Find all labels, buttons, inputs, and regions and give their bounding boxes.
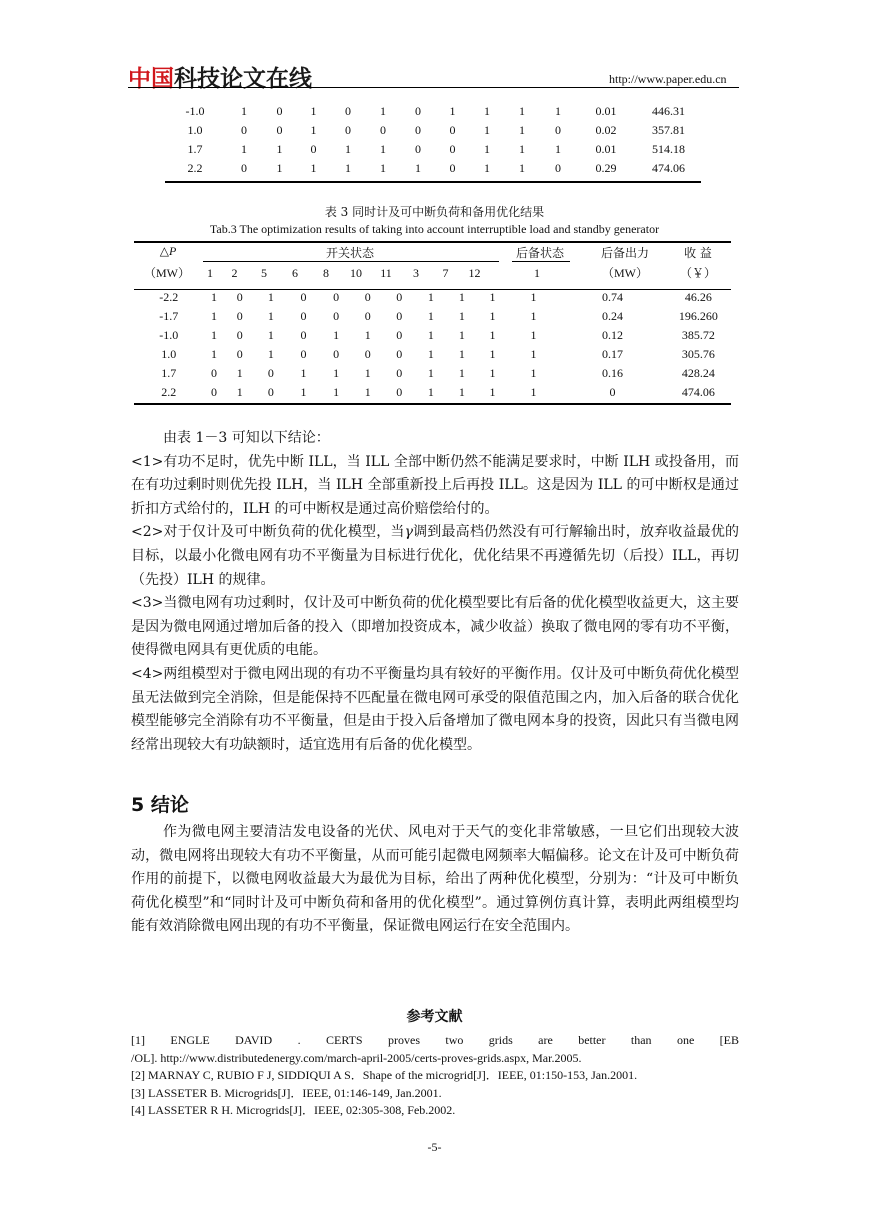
reference-3: [3] LASSETER B. Microgrids[J]．IEEE, 01:146-149, Jan.2001. <box>131 1085 442 1100</box>
table2-cell: 1 <box>519 142 525 156</box>
conclusion-1: <1>有功不足时，优先中断 ILL，当 ILL 全部中断仍然不能满足要求时，中断 ILH 或投备用，而在有功过剩时则优先投 ILH，当 ILH 全部重新投上后再投 ILL。这是因为 ILL 的可中断权是通过折扣方式给付的，ILH 的可中断权是通过高价赔偿给付的。 <box>131 453 739 517</box>
table3-cell: 0 <box>364 347 371 361</box>
references-list <box>131 1032 739 1120</box>
table3-head-dp-unit: （MW） <box>144 266 190 280</box>
table2-cell: 0 <box>241 123 247 137</box>
table2-cell: 1 <box>310 104 317 118</box>
table2-cell: 0 <box>449 123 456 137</box>
table3-cell: 1 <box>489 328 496 342</box>
conclusion-2: <2>对于仅计及可中断负荷的优化模型，当γ调到最高档仍然没有可行解输出时，放弃收益最优的目标，以最小化微电网有功不平衡量为目标进行优化，优化结果不再遵循先切（后投）ILL，再切（先投）ILH 的规律。 <box>131 524 740 588</box>
table2-cell: 0.01 <box>595 104 617 118</box>
table2-cell: 1 <box>415 161 421 175</box>
table3-cell: 0 <box>364 309 371 323</box>
table3-cell: 0 <box>396 328 403 342</box>
table3-cell: 1 <box>458 347 465 361</box>
table3-cell: -2.2 <box>159 290 179 304</box>
table3-cell: 1 <box>211 309 217 323</box>
references-heading: 参考文献 <box>406 1009 463 1025</box>
reference-1b: /OL]. http://www.distributedenergy.com/march-april-2005/certs-proves-grids.aspx, Mar.2005. <box>131 1050 582 1065</box>
table3-cell: 305.76 <box>681 347 715 361</box>
table2-cell: 1 <box>484 161 490 175</box>
table3-cell: 1 <box>530 366 537 380</box>
table3-cell: 1 <box>427 290 434 304</box>
table3-row <box>134 364 731 383</box>
table2-cell: 1 <box>555 104 561 118</box>
table3-cell: 0 <box>396 347 403 361</box>
header-rule <box>128 87 739 88</box>
table2-cell: 1 <box>519 123 525 137</box>
table2-cell: 1 <box>310 123 317 137</box>
table2-cell: 1 <box>310 161 317 175</box>
table3-cell: 1 <box>458 309 465 323</box>
table3-switch-col-header: 8 <box>323 266 329 280</box>
table2-cell: 1 <box>276 161 283 175</box>
table2-cell: 1 <box>345 161 351 175</box>
table3-cell: 0 <box>609 385 616 399</box>
table2-cell: 1 <box>241 104 247 118</box>
table3-cell: 1 <box>236 385 243 399</box>
reference-1a: [1] ENGLE DAVID . CERTS proves two grids are better than one [EB <box>131 1033 739 1047</box>
table3-cell: 0 <box>267 385 274 399</box>
table2-cell: 1 <box>380 142 386 156</box>
table3-cell: 196.260 <box>678 309 718 323</box>
table3-cell: 0 <box>364 290 371 304</box>
table3-cell: 0 <box>333 347 340 361</box>
table3-head-profit-unit: （￥） <box>679 266 716 280</box>
conclusion-4: <4>两组模型对于微电网出现的有功不平衡量均具有较好的平衡作用。仅计及可中断负荷优化模型虽无法做到完全消除，但是能保持不匹配量在微电网可承受的限值范围之内，加入后备的联合优化模型能够完全消除有功不平衡量，但是由于投入后备增加了微电网本身的投资，因此只有当微电网经常出现较大有功缺额时，适宜选用有后备的优化模型。 <box>131 665 739 753</box>
table2-cell: 0 <box>310 142 317 156</box>
table3-cell: 1 <box>489 385 496 399</box>
table2-tail <box>165 102 701 178</box>
table3-cell: 1 <box>211 328 217 342</box>
table3-row <box>134 288 731 307</box>
table2-cell: 0 <box>555 161 561 175</box>
section-title: 5 结论 <box>131 794 189 816</box>
table3-head-dp: △P <box>159 244 177 258</box>
table2-cell: 1 <box>380 161 386 175</box>
table3-backup-rule <box>512 261 570 262</box>
table2-cell: 0 <box>276 104 283 118</box>
table2-cell: 0 <box>415 123 421 137</box>
body-text <box>131 427 739 757</box>
table3-switch-rule <box>203 261 499 262</box>
table3-cell: 1 <box>364 385 371 399</box>
table3-head-backup-state: 后备状态 <box>515 246 564 260</box>
table3-head-backup-out: 后备出力 <box>600 246 649 260</box>
table3-row <box>134 345 731 364</box>
table3-row <box>134 326 731 345</box>
table2-cell: 0 <box>555 123 561 137</box>
table2-cell: 0 <box>449 161 456 175</box>
table3-cell: -1.7 <box>159 309 179 323</box>
table3-switch-col-header: 12 <box>468 266 481 280</box>
conclusion-3: <3>当微电网有功过剩时，仅计及可中断负荷的优化模型要比有后备的优化模型收益更大，这主要是因为微电网通过增加后备的投入（即增加投资成本，减少收益）换取了微电网的零有功不平衡，使得微电网具有更优质的电能。 <box>131 595 739 659</box>
table3-row <box>134 307 731 326</box>
header-url: http://www.paper.edu.cn <box>609 72 727 86</box>
table3-cell: 1 <box>489 347 496 361</box>
table2-cell: 1 <box>345 142 351 156</box>
table3-head-switch: 开关状态 <box>325 246 374 260</box>
table3-cell: 474.06 <box>681 385 715 399</box>
table3-switch-col-header: 2 <box>231 266 238 280</box>
table2-cell: 1 <box>555 142 561 156</box>
table3-cell: 1 <box>333 328 340 342</box>
table3-cell: 0 <box>396 385 403 399</box>
table3-cell: 0 <box>236 328 243 342</box>
table2-cell: 357.81 <box>652 123 685 137</box>
table2-cell: 2.2 <box>187 161 203 175</box>
table2-cell: 0.01 <box>595 142 617 156</box>
table2-cell: 1 <box>449 104 456 118</box>
table2-row <box>165 102 701 121</box>
table3-cell: 1.7 <box>161 366 177 380</box>
table3-cell: 1 <box>427 366 434 380</box>
table3-cell: 0 <box>396 309 403 323</box>
table2-cell: 0 <box>276 123 283 137</box>
table3-cell: 1 <box>458 328 465 342</box>
table3-cell: 0 <box>300 347 307 361</box>
table2-cell: 1 <box>484 104 490 118</box>
table3-cell: 1 <box>530 347 537 361</box>
table3-switch-col-header: 10 <box>350 266 362 280</box>
table2-bottom-rule <box>165 181 701 183</box>
table3-cell: 1 <box>530 309 537 323</box>
table3-cell: 46.26 <box>684 290 712 304</box>
table3-cell: 0 <box>267 366 274 380</box>
table2-cell: -1.0 <box>185 104 205 118</box>
table3-cell: 0.12 <box>601 328 623 342</box>
table3-caption-cn: 表 3 同时计及可中断负荷和备用优化结果 <box>324 205 545 219</box>
table2-row <box>165 121 701 140</box>
table3-cell: 1 <box>267 347 274 361</box>
reference-2: [2] MARNAY C, RUBIO F J, SIDDIQUI A S．Shape of the microgrid[J]．IEEE, 01:150-153, Jan.2001. <box>131 1068 638 1082</box>
table3-cell: 0 <box>396 366 403 380</box>
table3-cell: 1 <box>333 385 340 399</box>
table3-cell: 1 <box>427 347 434 361</box>
table3-cell: 1 <box>489 309 496 323</box>
table3-cell: 1 <box>267 309 274 323</box>
table2-cell: 1 <box>276 142 283 156</box>
table3-cell: 1 <box>427 309 434 323</box>
table3-cell: 1 <box>300 385 307 399</box>
table3-switch-col-header: 6 <box>292 266 298 280</box>
table3-bottom-rule <box>134 403 731 405</box>
table3-cell: 385.72 <box>681 328 715 342</box>
table3-cell: 0 <box>333 309 340 323</box>
table2-cell: 1.0 <box>187 123 203 137</box>
table3-cell: 1.0 <box>161 347 177 361</box>
table2-cell: 474.06 <box>652 161 685 175</box>
table3-cell: 0 <box>300 309 307 323</box>
table3-cell: -1.0 <box>159 328 179 342</box>
table3-cell: 428.24 <box>681 366 715 380</box>
table2-row <box>165 159 701 178</box>
table3-cell: 0.74 <box>601 290 623 304</box>
table3-cell: 1 <box>364 366 371 380</box>
table3-cell: 1 <box>458 385 465 399</box>
table2-cell: 1.7 <box>187 142 203 156</box>
table3-cell: 1 <box>458 290 465 304</box>
table2-cell: 0 <box>415 142 421 156</box>
table3-cell: 1 <box>427 385 434 399</box>
table3-cell: 0 <box>396 290 403 304</box>
table3-cell: 1 <box>211 290 217 304</box>
table3 <box>134 288 731 402</box>
table3-top-rule <box>134 241 731 243</box>
table3-cell: 1 <box>267 328 274 342</box>
table3-cell: 1 <box>427 328 434 342</box>
table3-cell: 1 <box>236 366 243 380</box>
site-logo: 中国科技论文在线 <box>128 66 312 92</box>
table2-cell: 1 <box>519 104 525 118</box>
table3-cell: 1 <box>211 347 217 361</box>
table3-head-profit: 收 益 <box>684 246 712 260</box>
table3-cell: 0.17 <box>601 347 623 361</box>
table2-cell: 0.02 <box>595 123 617 137</box>
table2-cell: 1 <box>484 142 490 156</box>
table3-cell: 0 <box>300 290 307 304</box>
table3-cell: 0.16 <box>601 366 623 380</box>
table3-switch-col-header: 11 <box>380 266 392 280</box>
table3-cell: 1 <box>489 290 496 304</box>
table3-cell: 1 <box>530 328 537 342</box>
table2-cell: 0 <box>449 142 456 156</box>
table2-cell: 1 <box>519 161 525 175</box>
table2-cell: 1 <box>241 142 247 156</box>
table3-cell: 1 <box>267 290 274 304</box>
table3-cell: 1 <box>300 366 307 380</box>
conclusion-paragraph: 作为微电网主要清洁发电设备的光伏、风电对于天气的变化非常敏感，一旦它们出现较大波动，微电网将出现较大有功不平衡量，从而可能引起微电网频率大幅偏移。论文在计及可中断负荷作用的前提下，以微电网收益最大为最优为目标，给出了两种优化模型，分别为：“计及可中断负荷优化模型”和“同时计及可中断负荷和备用的优化模型”。通过算例仿真计算，表明此两组模型均能有效消除微电网出现的有功不平衡量，保证微电网运行在安全范围内。 <box>131 824 739 935</box>
table3-head-backup-out-unit: （MW） <box>602 266 648 280</box>
table3-cell: 1 <box>489 366 496 380</box>
table3-cell: 0 <box>236 347 243 361</box>
table2-cell: 0.29 <box>595 161 617 175</box>
table3-cell: 1 <box>530 385 537 399</box>
table3-cell: 0 <box>300 328 307 342</box>
table3-cell: 0.24 <box>601 309 623 323</box>
table2-cell: 514.18 <box>652 142 685 156</box>
table3-cell: 0 <box>236 309 243 323</box>
table3-row <box>134 383 731 402</box>
table3-head-backup-col: 1 <box>534 266 540 280</box>
table3-cell: 1 <box>530 290 537 304</box>
table3-cell: 1 <box>458 366 465 380</box>
table3-cell: 0 <box>211 366 217 380</box>
table3-cell: 1 <box>333 366 340 380</box>
table3-cell: 0 <box>333 290 340 304</box>
table2-cell: 1 <box>380 104 386 118</box>
table3-cell: 0 <box>236 290 243 304</box>
table2-row <box>165 140 701 159</box>
body-intro: 由表 1－3 可知以下结论： <box>163 430 330 446</box>
table3-switch-col-header: 7 <box>442 266 449 280</box>
table3-caption-en: Tab.3 The optimization results of taking into account interruptible load and standby generator <box>209 222 660 236</box>
table2-cell: 446.31 <box>652 104 685 118</box>
table2-cell: 0 <box>241 161 247 175</box>
reference-4: [4] LASSETER R H. Microgrids[J]．IEEE, 02:305-308, Feb.2002. <box>131 1103 456 1117</box>
table3-cell: 1 <box>364 328 371 342</box>
table3-switch-col-header: 3 <box>413 266 419 280</box>
table2-cell: 0 <box>345 123 351 137</box>
table2-cell: 0 <box>415 104 421 118</box>
table2-cell: 0 <box>345 104 351 118</box>
table3-cell: 2.2 <box>161 385 177 399</box>
table3-switch-col-header: 1 <box>207 266 213 280</box>
table2-cell: 0 <box>380 123 386 137</box>
table3-cell: 0 <box>211 385 217 399</box>
page-number: -5- <box>427 1140 442 1154</box>
table2-cell: 1 <box>484 123 490 137</box>
table3-switch-col-header: 5 <box>261 266 267 280</box>
